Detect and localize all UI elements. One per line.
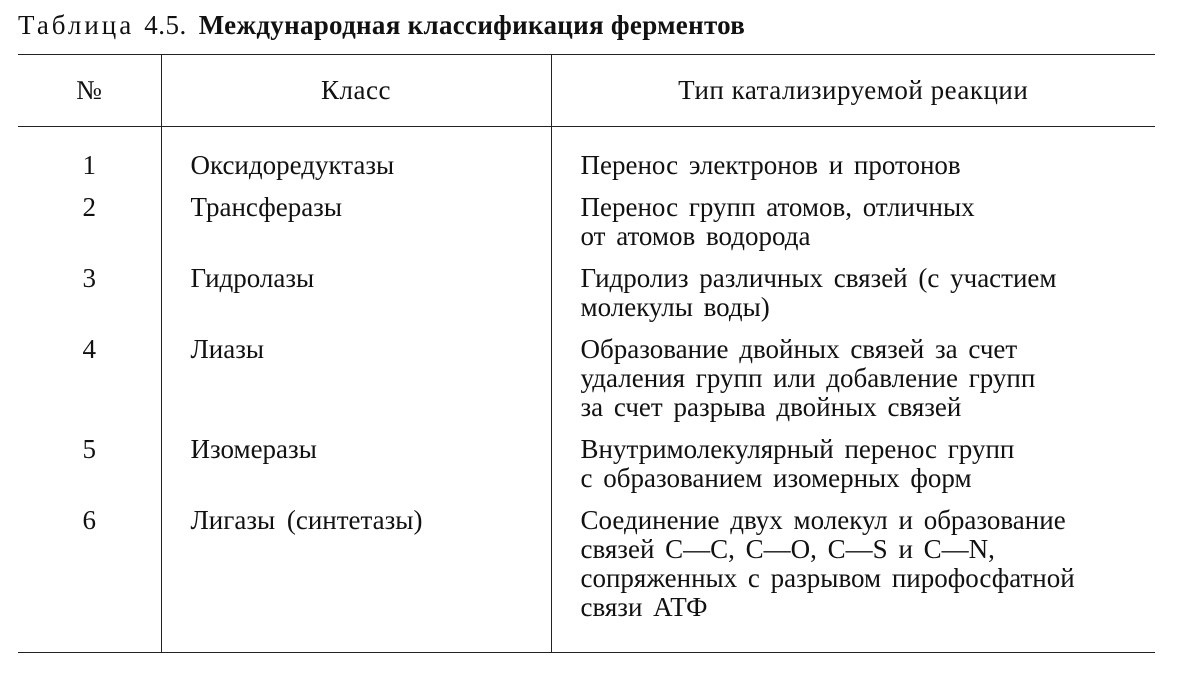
caption-number: 4.5. [144,10,187,40]
table-row [18,193,1155,264]
row-class: Изомеразы [161,435,551,506]
enzyme-classification-table [18,54,1155,653]
row-number: 5 [82,434,96,464]
row-class: Лиазы [161,335,551,435]
row-reaction [551,264,1155,335]
reaction-line: Соединение двух молекул и образование [580,505,1066,535]
reaction-line: от атомов водорода [580,221,811,251]
table-row [18,506,1155,653]
header-number: № [18,55,161,127]
reaction-line: связи АТФ [580,592,708,622]
row-reaction [551,335,1155,435]
row-reaction [551,435,1155,506]
caption-lead: Таблица [18,10,135,40]
reaction-line: Образование двойных связей за счет [580,334,1018,364]
row-reaction [551,127,1155,194]
row-class: Гидролазы [161,264,551,335]
reaction-line: с образованием изомерных форм [580,463,972,493]
reaction-line: за счет разрыва двойных связей [580,392,962,422]
header-row [18,55,1155,127]
reaction-line: связей С—С, С—О, С—S и С—N, [580,534,995,564]
row-number: 3 [82,263,96,293]
table-caption [18,8,745,42]
table-row [18,264,1155,335]
caption-title: Международная классификация ферментов [198,10,746,40]
row-number: 2 [82,192,96,222]
row-reaction [551,506,1155,653]
header-reaction-type: Тип катализируемой реакции [551,55,1155,127]
row-class: Лигазы (синтетазы) [161,506,551,653]
reaction-line: молекулы воды) [580,292,770,322]
reaction-line: Гидролиз различных связей (с участием [580,263,1057,293]
row-number: 1 [82,150,96,180]
reaction-line: удаления групп или добавление групп [580,363,1036,393]
row-class: Оксидоредуктазы [161,127,551,194]
reaction-line: Перенос электронов и протонов [580,150,961,180]
table-row [18,127,1155,194]
reaction-line: Перенос групп атомов, отличных [580,192,975,222]
row-class: Трансферазы [161,193,551,264]
row-number: 4 [82,334,96,364]
row-reaction [551,193,1155,264]
table-row [18,335,1155,435]
reaction-line: Внутримолекулярный перенос групп [580,434,1015,464]
reaction-line: сопряженных с разрывом пирофосфатной [580,563,1075,593]
row-number: 6 [18,506,161,653]
table-row [18,435,1155,506]
header-class: Класс [161,55,551,127]
